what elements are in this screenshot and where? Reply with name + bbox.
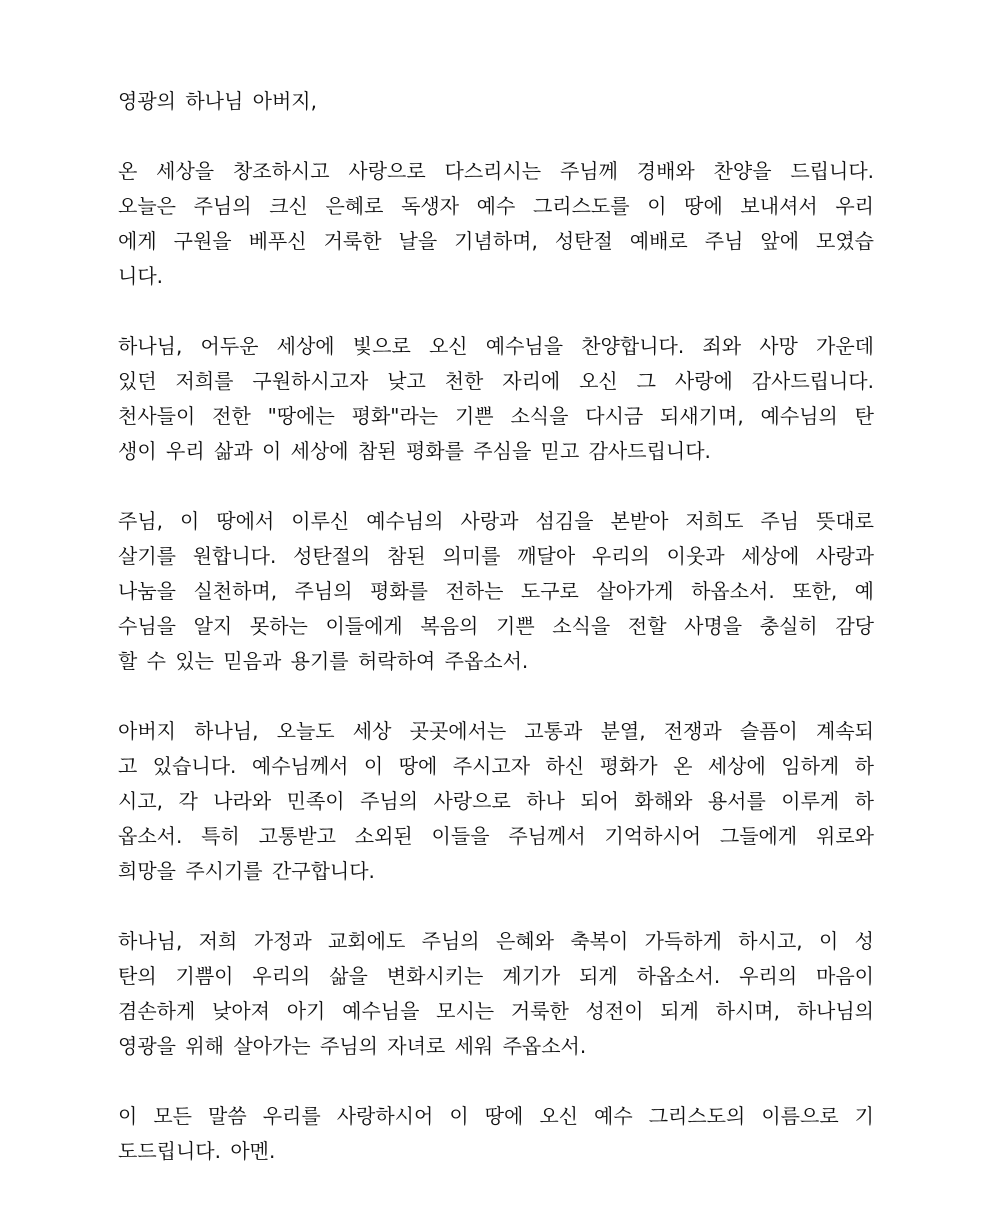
text-line: 온 세상을 창조하시고 사랑으로 다스리시는 주님께 경배와 찬양을 드립니다.: [118, 159, 874, 183]
text-line: 천사들이 전한 "땅에는 평화"라는 기쁜 소식을 다시금 되새기며, 예수님의 탄: [118, 404, 874, 428]
text-line: 나눔을 실천하며, 주님의 평화를 전하는 도구로 살아가게 하옵소서. 또한, 예: [118, 579, 874, 603]
text-line: 영광을 위해 살아가는 주님의 자녀로 세워 주옵소서.: [118, 1034, 587, 1058]
text-line: 겸손하게 낮아져 아기 예수님을 모시는 거룩한 성전이 되게 하시며, 하나님의: [118, 999, 874, 1023]
text-line: 탄의 기쁨이 우리의 삶을 변화시키는 계기가 되게 하옵소서. 우리의 마음이: [118, 964, 874, 988]
prayer-paragraph: [118, 154, 874, 294]
text-line: 고 있습니다. 예수님께서 이 땅에 주시고자 하신 평화가 온 세상에 임하게 하: [118, 754, 874, 778]
text-line: 아버지 하나님, 오늘도 세상 곳곳에서는 고통과 분열, 전쟁과 슬픔이 계속되: [118, 719, 874, 743]
closing-paragraph: [118, 1099, 874, 1169]
text-line: 니다.: [118, 264, 163, 288]
salutation-paragraph: [118, 84, 874, 119]
text-line: 살기를 원합니다. 성탄절의 참된 의미를 깨달아 우리의 이웃과 세상에 사랑과: [118, 544, 874, 568]
text-line: 있던 저희를 구원하시고자 낮고 천한 자리에 오신 그 사랑에 감사드립니다.: [118, 369, 874, 393]
text-line: 주님, 이 땅에서 이루신 예수님의 사랑과 섬김을 본받아 저희도 주님 뜻대로: [118, 509, 874, 533]
text-line: 옵소서. 특히 고통받고 소외된 이들을 주님께서 기억하시어 그들에게 위로와: [118, 824, 874, 848]
prayer-paragraph: [118, 924, 874, 1064]
text-line: 할 수 있는 믿음과 용기를 허락하여 주옵소서.: [118, 649, 529, 673]
text-line: 하나님, 저희 가정과 교회에도 주님의 은혜와 축복이 가득하게 하시고, 이 성: [118, 929, 874, 953]
prayer-paragraph: [118, 504, 874, 679]
prayer-paragraph: [118, 714, 874, 889]
text-line: 희망을 주시기를 간구합니다.: [118, 859, 375, 883]
text-line: 영광의 하나님 아버지,: [118, 89, 317, 113]
text-line: 도드립니다. 아멘.: [118, 1139, 276, 1163]
text-line: 생이 우리 삶과 이 세상에 참된 평화를 주심을 믿고 감사드립니다.: [118, 439, 711, 463]
text-line: 수님을 알지 못하는 이들에게 복음의 기쁜 소식을 전할 사명을 충실히 감당: [118, 614, 874, 638]
text-line: 오늘은 주님의 크신 은혜로 독생자 예수 그리스도를 이 땅에 보내셔서 우리: [118, 194, 874, 218]
prayer-paragraph: [118, 329, 874, 469]
text-line: 하나님, 어두운 세상에 빛으로 오신 예수님을 찬양합니다. 죄와 사망 가운데: [118, 334, 874, 358]
text-line: 시고, 각 나라와 민족이 주님의 사랑으로 하나 되어 화해와 용서를 이루게 하: [118, 789, 874, 813]
text-line: 에게 구원을 베푸신 거룩한 날을 기념하며, 성탄절 예배로 주님 앞에 모였습: [118, 229, 874, 253]
text-line: 이 모든 말씀 우리를 사랑하시어 이 땅에 오신 예수 그리스도의 이름으로 기: [118, 1104, 874, 1128]
